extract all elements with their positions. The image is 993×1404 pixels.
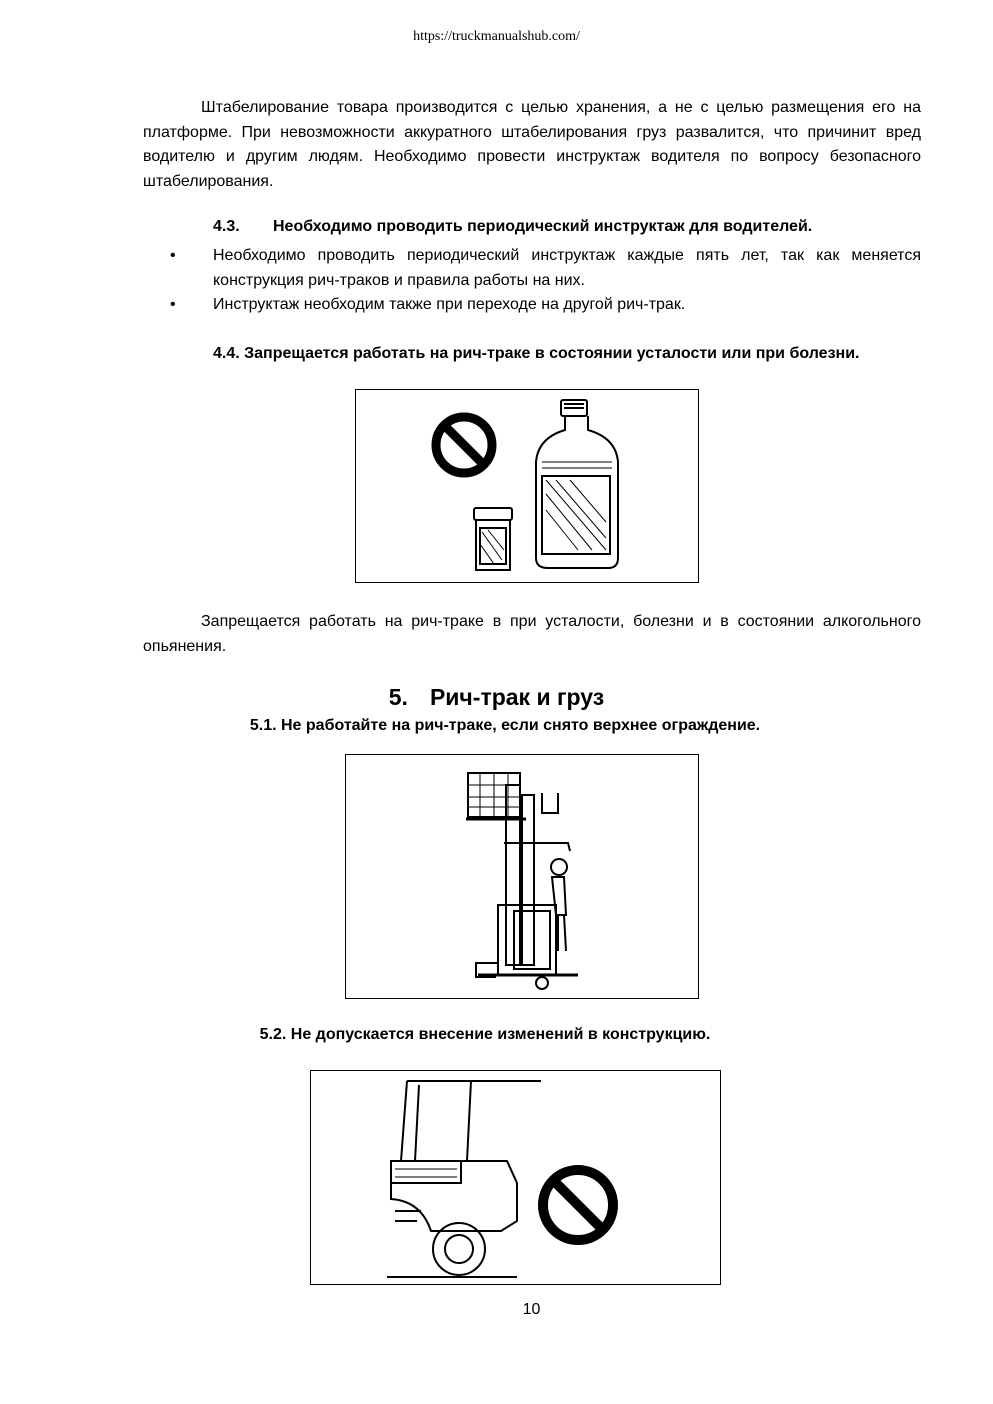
section-4-3-heading [213, 218, 812, 236]
section-5-2-heading: 5.2. Не допускается внесение изменений в конструкцию. [259, 1026, 711, 1043]
page-number: 10 [522, 1301, 541, 1318]
forklift-illustration [387, 1081, 541, 1277]
section-5-heading [0, 684, 993, 711]
intro-paragraph: Штабелирование товара производится с целью хранения, а не с целью размещения его на платформе. При невозможности аккуратного штабелирования груз развалится, что причинит вред водителю и другим людям. Необходимо провести инструктаж водителя по вопросу безопасного штабелирования. [143, 99, 921, 190]
bullet-dot-icon: • [170, 247, 176, 264]
fatigue-illness-figure [355, 389, 699, 583]
modification-figure [310, 1070, 721, 1285]
section-5-number: 5. [388, 684, 408, 710]
section-5-1-heading: 5.1. Не работайте на рич-траке, если снято верхнее ограждение. [249, 717, 761, 734]
prohibition-icon [436, 417, 492, 473]
reach-truck-figure [345, 754, 699, 999]
prohibition-icon [543, 1170, 613, 1240]
reach-truck-illustration [466, 773, 578, 989]
bullet-item [143, 293, 921, 318]
bullet-dot-icon: • [170, 296, 176, 313]
section-4-4-paragraph: Запрещается работать на рич-траке в при усталости, болезни и в состоянии алкогольного опьянения. [143, 613, 921, 655]
bullet-text: Инструктаж необходим также при переходе на другой рич-трак. [213, 296, 686, 313]
bullet-text: Необходимо проводить периодический инструктаж каждые пять лет, так как меняется конструкция рич-траков и правила работы на них. [213, 247, 921, 289]
bullet-item [143, 244, 921, 293]
section-4-3-number: 4.3. [213, 218, 240, 235]
section-4-3-title: Необходимо проводить периодический инструктаж для водителей. [273, 218, 813, 235]
header-url: https://truckmanualshub.com/ [413, 29, 580, 44]
pill-jar-illustration [474, 508, 512, 570]
section-5-title: Рич-трак и груз [429, 684, 605, 710]
section-4-4-heading: 4.4. Запрещается работать на рич-траке в состоянии усталости или при болезни. [213, 345, 860, 362]
bottle-illustration [536, 400, 618, 568]
